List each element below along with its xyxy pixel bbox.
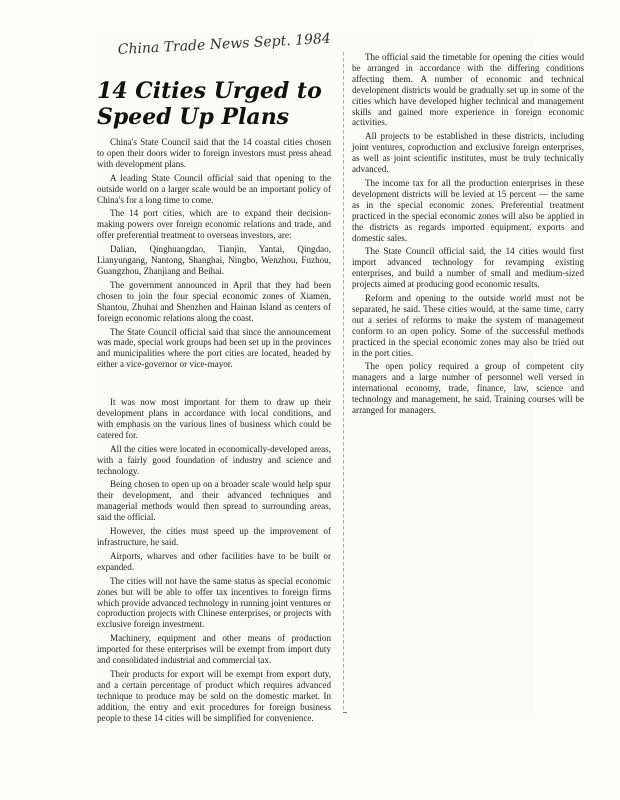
paragraph: The government announced in April that they had been chosen to join the four special economic zones of Xiamen, Shantou, Zhuhai and Shenzhen and Hainan Island as centers of foreign economic relations along the coast. bbox=[97, 279, 331, 323]
article-left-column bbox=[97, 137, 331, 727]
paragraph: Machinery, equipment and other means of production imported for these enterprises will be exempt from import duty and consolidated industrial and commercial tax. bbox=[97, 633, 331, 666]
column-divider-end bbox=[343, 712, 347, 713]
paragraph-city-list: Dalian, Qinghuangdao, Tianjin, Yantai, Qingdao, Lianyungang, Nantong, Shanghai, Ningbo, Wenzhou, Fuzhou, Guangzhou, Zhanjiang and Beihai. bbox=[97, 244, 331, 276]
paragraph: The 14 port cities, which are to expand their decision-making powers over foreign economic relations and trade, and offer preferential treatment to overseas investors, are: bbox=[97, 208, 331, 241]
paragraph: It was now most important for them to draw up their development plans in accordance with local conditions, and with emphasis on the various lines of business which could be catered for. bbox=[97, 397, 331, 440]
paragraph: Airports, wharves and other facilities have to be built or expanded. bbox=[97, 550, 331, 572]
article-headline bbox=[97, 78, 327, 130]
paragraph: The income tax for all the production enterprises in these development districts will be levied at 15 percent — the same as in the special economic zones. Preferential treatment practiced in the special economic zones will also be applied in the districts as regards imported equipment, exports and domestic sales. bbox=[352, 177, 584, 243]
paragraph: All the cities were located in economically-developed areas, with a fairly good foundation of industry and science and technology. bbox=[97, 443, 331, 476]
paragraph: A leading State Council official said that opening to the outside world on a larger scale would be an important policy of China's for a long time to come. bbox=[97, 172, 331, 205]
paragraph: The official said the timetable for opening the cities would be arranged in accordance with the differing conditions affecting them. A number of economic and technical development districts would be gradually set up in some of the cities which have developed higher technical and management skills and gained more experience in foreign economic activities. bbox=[352, 52, 584, 128]
paragraph: Their products for export will be exempt from export duty, and a certain percentage of product which requires advanced technique to produce may be sold on the domestic market. In addition, the entry and exit procedures for foreign business people to these 14 cities will be simplified for convenience. bbox=[97, 668, 331, 723]
paragraph: All projects to be established in these districts, including joint ventures, coproduction and exclusive foreign enterprises, as well as joint scientific institutes, must be truly technically advanced. bbox=[352, 131, 584, 175]
column-gap bbox=[97, 373, 331, 397]
handwritten-source-note: China Trade News Sept. 1984 bbox=[117, 30, 332, 58]
paragraph: The open policy required a group of competent city managers and a large number of personnel well versed in international economy, trade, finance, law, science and technology and management, he said. Training courses will be arranged for managers. bbox=[352, 361, 584, 416]
column-divider bbox=[343, 52, 344, 712]
headline-line-1: 14 Cities Urged to bbox=[97, 78, 322, 104]
paragraph: China's State Council said that the 14 coastal cities chosen to open their doors wider to foreign investors must press ahead with development plans. bbox=[97, 137, 331, 169]
paragraph: However, the cities must speed up the improvement of infrastructure, he said. bbox=[97, 526, 331, 547]
article-right-column bbox=[352, 52, 584, 419]
headline-line-2: Speed Up Plans bbox=[97, 104, 290, 130]
paragraph: The State Council official said that since the announcement was made, special work groups had been set up in the provinces and municipalities where the port cities are located, headed by either a vice-governor or vice-mayor. bbox=[97, 326, 331, 370]
paragraph: The cities will not have the same status as special economic zones but will be able to offer tax incentives to foreign firms which provide advanced technology in running joint ventures or coproduction projects with Chinese enterprises, or projects with exclusive foreign investment. bbox=[97, 575, 331, 630]
paragraph: Being chosen to open up on a broader scale would help spur their development, and their advanced techniques and managerial methods would then spread to surrounding areas, said the official. bbox=[97, 479, 331, 523]
paragraph: The State Council official said, the 14 cities would first import advanced technology for revamping existing enterprises, and build a number of small and medium-sized projects aimed at producing good economic results. bbox=[352, 246, 584, 290]
paragraph: Reform and opening to the outside world must not be separated, he said. These cities would, at the same time, carry out a series of reforms to make the system of management conform to an open policy. Some of the successful methods practiced in the special economic zones may also be tried out in the port cities. bbox=[352, 293, 584, 358]
